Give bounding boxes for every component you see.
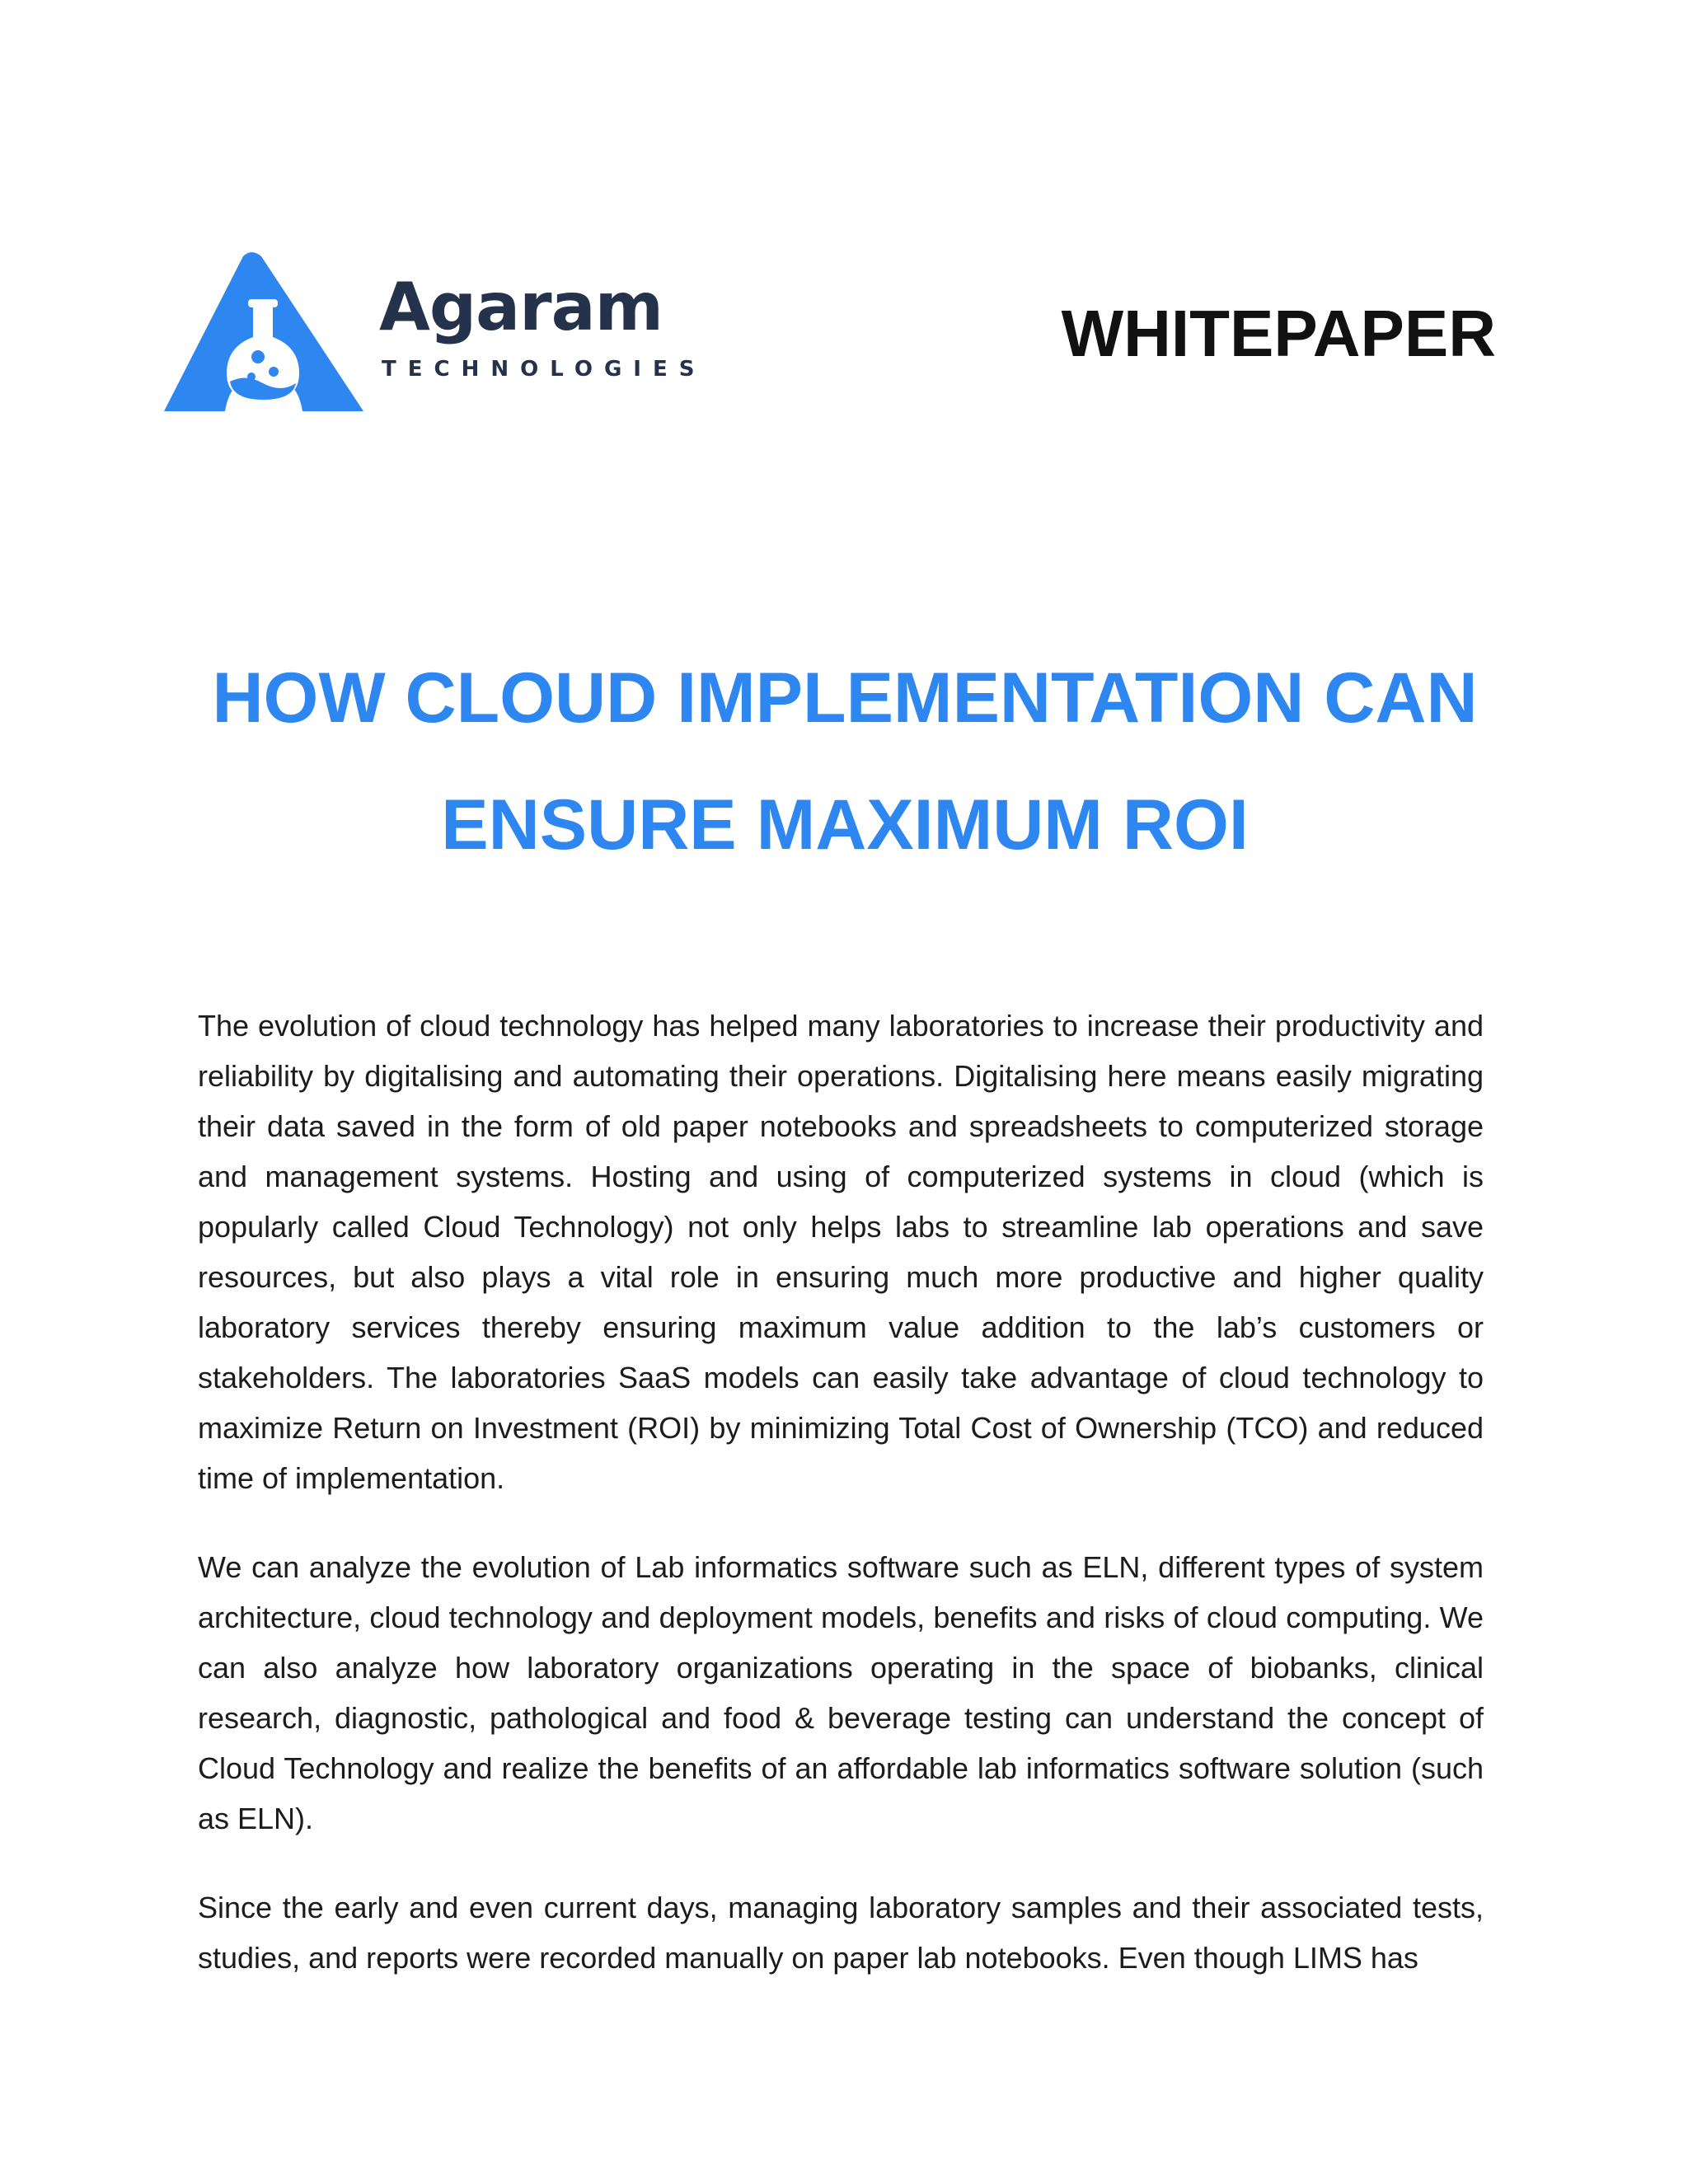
brand-subtitle: TECHNOLOGIES bbox=[382, 357, 706, 382]
document-title bbox=[161, 635, 1529, 888]
paragraph-3: Since the early and even current days, managing laboratory samples and their associated tests, studies, and reports were recorded manually on paper lab notebooks. Even though LIMS has bbox=[198, 1891, 1484, 1975]
title-line-2: ENSURE MAXIMUM ROI bbox=[441, 785, 1249, 865]
title-line-1: HOW CLOUD IMPLEMENTATION CAN bbox=[212, 658, 1478, 738]
paragraph-1: The evolution of cloud technology has helped many laboratories to increase their productivity and reliability by digitalising and automating their operations. Digitalising here means easily migrating their data saved in the form of old paper notebooks and spreadsheets to computerized storage and management systems. Hosting and using of computerized systems in cloud (which is popularly called Cloud Technology) not only helps labs to streamline lab operations and save resources, but also plays a vital role in ensuring much more productive and higher quality laboratory services thereby ensuring maximum value addition to the lab’s customers or stakeholders. The laboratories SaaS models can easily take advantage of cloud technology to maximize Return on Investment (ROI) by minimizing Total Cost of Ownership (TCO) and reduced time of implementation. bbox=[198, 1009, 1484, 1495]
company-logo bbox=[161, 251, 706, 416]
brand-name: Agaram bbox=[379, 269, 663, 345]
page-header bbox=[161, 243, 1496, 416]
document-type-label: WHITEPAPER bbox=[1061, 297, 1496, 370]
flask-triangle-logo-icon bbox=[161, 251, 367, 416]
body-text bbox=[198, 1001, 1484, 2022]
paragraph-2: We can analyze the evolution of Lab informatics software such as ELN, different types of system architecture, cloud technology and deployment models, benefits and risks of cloud computing. We can also analyze how laboratory organizations operating in the space of biobanks, clinical research, diagnostic, pathological and food & beverage testing can understand the concept of Cloud Technology and realize the benefits of an affordable lab informatics software solution (such as ELN). bbox=[198, 1550, 1484, 1835]
